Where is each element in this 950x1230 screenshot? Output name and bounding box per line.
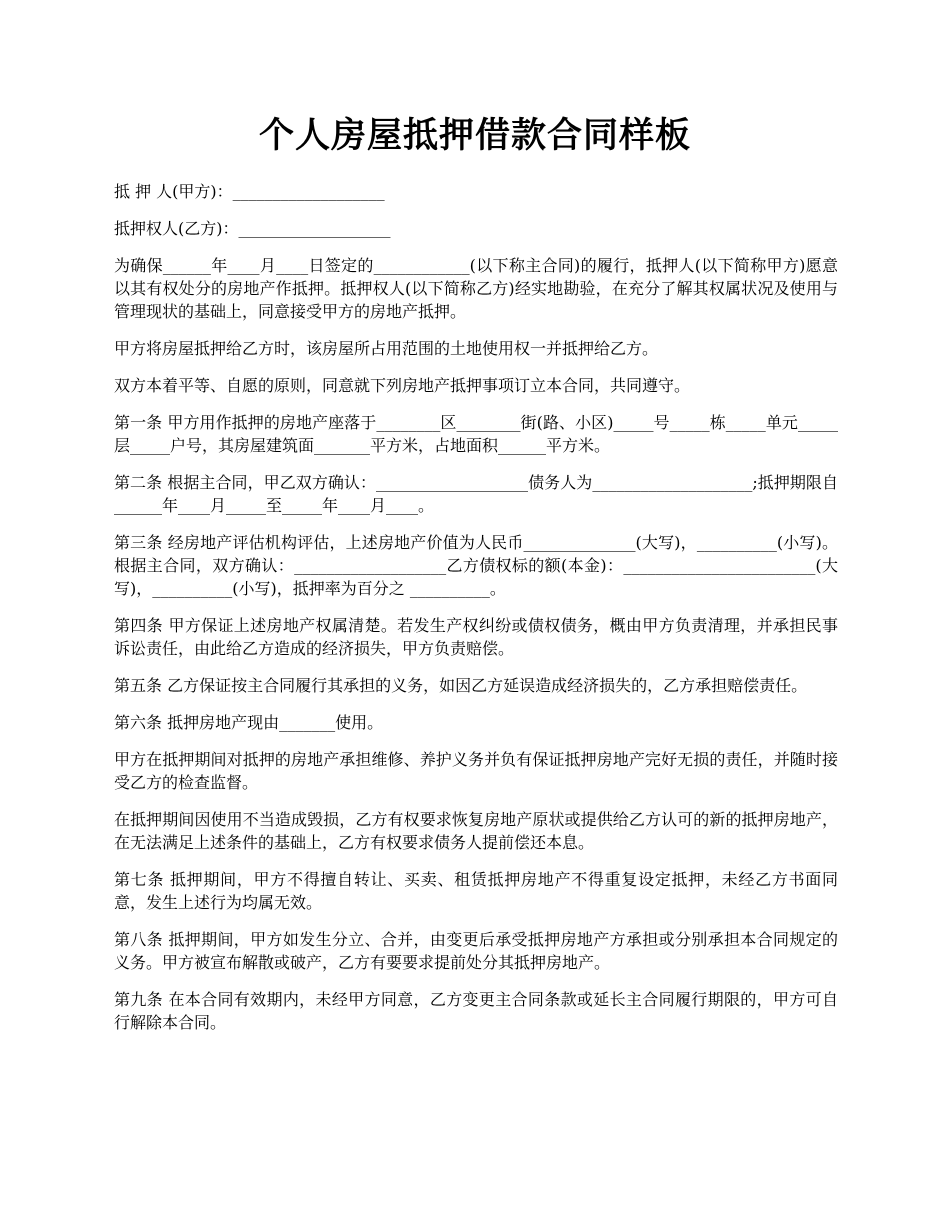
document-title: 个人房屋抵押借款合同样板 [258,115,691,156]
maintenance-paragraph: 甲方在抵押期间对抵押的房地产承担维修、养护义务并负有保证抵押房地产完好无损的责任，并随时接受乙方的检查监督。 [114,750,838,792]
pledgor-line: 抵 押 人(甲方)：___________________ [114,182,385,201]
article-3: 第三条 经房地产评估机构评估，上述房地产价值为人民币______________(大写)，__________(小写)。根据主合同，双方确认：___________________乙方债权标的额(本金)：________________________(大写)，__________(小写)，抵押率为百分之 __________。 [114,533,838,598]
article-4: 第四条 甲方保证上述房地产权属清楚。若发生产权纠纷或债权债务，概由甲方负责清理，并承担民事诉讼责任，由此给乙方造成的经济损失，甲方负责赔偿。 [114,616,838,658]
article-9: 第九条 在本合同有效期内，未经甲方同意，乙方变更主合同条款或延长主合同履行期限的，甲方可自行解除本合同。 [114,990,838,1032]
article-5: 第五条 乙方保证按主合同履行其承担的义务，如因乙方延误造成经济损失的，乙方承担赔偿责任。 [114,676,808,695]
principle-paragraph: 双方本着平等、自愿的原则，同意就下列房地产抵押事项订立本合同，共同遵守。 [114,376,691,395]
preamble-paragraph: 为确保______年____月____日签定的____________(以下称主合同)的履行，抵押人(以下简称甲方)愿意以其有权处分的房地产作抵押。抵押权人(以下简称乙方)经实地勘验，在充分了解其权属状况及使用与管理现状的基础上，同意接受甲方的房地产抵押。 [114,256,838,321]
article-1: 第一条 甲方用作抵押的房地产座落于________区________街(路、小区)_____号_____栋_____单元_____层_____户号，其房屋建筑面_______平方米，占地面积______平方米。 [114,413,838,455]
document-body [114,180,838,1048]
pledgee-line: 抵押权人(乙方)：___________________ [114,219,391,238]
article-2: 第二条 根据主合同，甲乙双方确认：___________________债务人为____________________;抵押期限自______年____月_____至_____年____月____。 [114,473,838,515]
article-8: 第八条 抵押期间，甲方如发生分立、合并，由变更后承受抵押房地产方承担或分别承担本合同规定的义务。甲方被宣布解散或破产，乙方有要要求提前处分其抵押房地产。 [114,930,838,972]
article-6: 第六条 抵押房地产现由_______使用。 [114,713,384,732]
article-7: 第七条 抵押期间，甲方不得擅自转让、买卖、租赁抵押房地产不得重复设定抵押，未经乙方书面同意，发生上述行为均属无效。 [114,870,838,912]
damage-paragraph: 在抵押期间因使用不当造成毁损，乙方有权要求恢复房地产原状或提供给乙方认可的新的抵押房地产，在无法满足上述条件的基础上，乙方有权要求债务人提前偿还本息。 [114,810,838,852]
land-use-paragraph: 甲方将房屋抵押给乙方时，该房屋所占用范围的土地使用权一并抵押给乙方。 [114,339,659,358]
